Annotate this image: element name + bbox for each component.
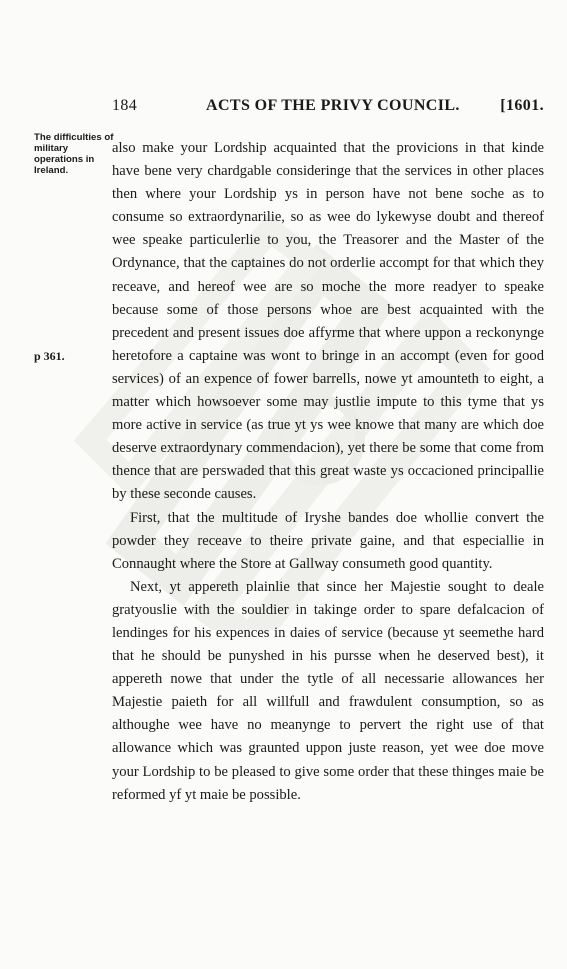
running-title: ACTS OF THE PRIVY COUNCIL. (206, 97, 460, 114)
paragraph-next: Next, yt appereth plainlie that since her Majestie sought to deale gratyouslie with the souldier in takinge order to spare defalcacion of lendinges for his expences in daies of service (because yt seemethe hard that he should be punyshed in his pursse when he deserved best), it appereth nowe that under the tytle of all necessarie allowances her Majestie paieth for all willfull and frawdulent consumption, so as althoughe wee have no meanynge to pervert the right use of that allowance which was graunted uppon juste reason, yet wee doe move your Lordship to be pleased to give some order that these thinges maie be reformed yf yt maie be possible. (112, 578, 544, 803)
body-text (112, 137, 544, 807)
page-number: 184 (112, 97, 138, 114)
running-header (112, 97, 544, 117)
paragraph-first: First, that the multitude of Iryshe bandes doe whollie convert the powder they receave to theire private gaine, and that especiallie in Connaught where the Store at Gallway consumeth good quantity. (112, 509, 544, 572)
year-marker: [1601. (500, 97, 544, 114)
margin-side-note: The difficulties of military operations in Ireland. (34, 132, 114, 176)
margin-page-reference: p 361. (34, 349, 65, 363)
paragraph-continuation: also make your Lordship acquainted that the provicions in that kinde have bene very chardgable consideringe that the services in other places then where your Lordship ys in person have not bene soche as to consume so extraordynarilie, so as wee do lykewyse doubt and thereof wee speake particulerlie to you, the Treasorer and the Master of the Ordynance, that the captaines do not orderlie accompt for that which they receave, and hereof wee are so moche the more readyer to speake because some of those persons whoe are best acquainted with the precedent and present issues doe affyrme that where uppon a reckonynge heretofore a captaine was wont to bringe in an accompt (even for good services) of an expence of fower barrells, nowe yt amounteth to eight, a matter which howsoever some may justlie impute to this tyme that ys more active in service (as true yt ys wee knowe that many are which doe deserve extraordynary commendacion), yet there be some that come from thence that are perswaded that this great waste ys occacioned principallie by these seconde causes. (112, 140, 544, 503)
